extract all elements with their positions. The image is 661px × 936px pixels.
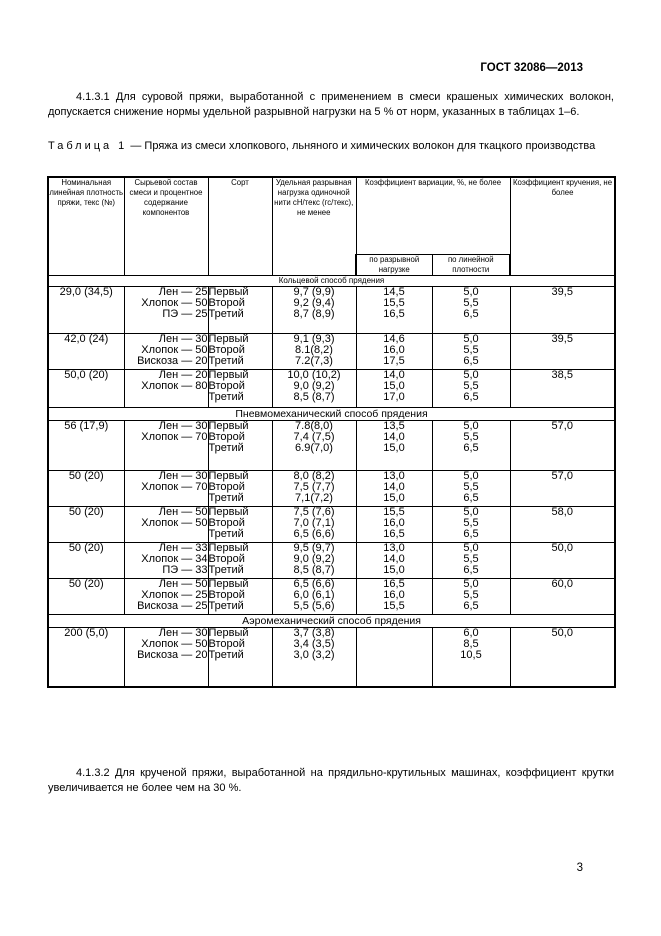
table-row [48,420,615,470]
cell-cv-density-line: 5,0 [463,577,479,590]
cell-cv-break [356,369,432,407]
cell-density: 50 (20) [48,542,124,578]
cell-cv-break-line: 14,5 [383,285,405,298]
cell-cv-density-line: 6,5 [463,527,479,540]
cell-composition [124,286,208,333]
cell-twist: 50,0 [510,627,615,687]
cell-grade-line: Второй [208,637,245,650]
cell-composition-line: Хлопок — 80 [141,379,208,392]
cell-grade-line: Второй [208,516,245,529]
cell-strength-line: 3,0 (3,2) [293,648,335,661]
table-caption-text: — Пряжа из смеси хлопкового, льняного и химических волокон для ткацкого производства [130,140,596,152]
cell-cv-density-line: 5,5 [463,430,479,443]
document-header: ГОСТ 32086—2013 [480,62,583,74]
cell-composition-line: Вискоза — 20 [137,648,208,661]
cell-cv-break-line: 16,0 [383,516,405,529]
cell-cv-density-line: 5,0 [463,285,479,298]
cell-cv-density-line: 5,0 [463,419,479,432]
table-caption [48,139,614,153]
cell-composition-line: Лен — 30 [158,626,208,639]
cell-cv-break [356,333,432,369]
cell-cv-density-line: 5,5 [463,552,479,565]
section-row [48,614,615,627]
cell-strength [272,542,356,578]
cell-composition [124,369,208,407]
cell-composition [124,578,208,614]
cell-composition-line: Хлопок — 50 [141,637,208,650]
cell-strength-line: 7,0 (7,1) [293,516,335,529]
cell-cv-break [356,627,432,687]
cell-twist: 60,0 [510,578,615,614]
cell-strength [272,506,356,542]
cell-density: 50 (20) [48,506,124,542]
cell-cv-density-line: 6,5 [463,441,479,454]
cell-cv-break [356,420,432,470]
cell-composition-line: Хлопок — 34 [141,552,208,565]
cell-composition-line: Хлопок — 50 [141,516,208,529]
paragraph-4-1-3-2: 4.1.3.2 Для крученой пряжи, выработанной на прядильно-крутильных машинах, коэффициент крутки увеличивается не более чем на 30 %. [48,767,614,794]
cell-composition-line: Хлопок — 50 [141,343,208,356]
cell-composition-line: Лен — 30 [158,332,208,345]
cell-grade-line: Третий [208,307,244,320]
cell-cv-break-line: 15,5 [383,296,405,309]
cell-cv-density-line: 10,5 [460,648,482,661]
cell-grade-line: Первый [208,626,249,639]
cell-cv-break-line: 16,0 [383,343,405,356]
cell-strength-line: 5,5 (5,6) [293,599,335,612]
cell-grade-line: Третий [208,527,244,540]
cell-composition-line: Вискоза — 25 [137,599,208,612]
cell-twist: 50,0 [510,542,615,578]
cell-strength-line: 9,5 (9,7) [293,541,335,554]
cell-cv-break-line: 14,0 [383,552,405,565]
cell-cv-density [432,286,510,333]
cell-cv-density [432,420,510,470]
cell-cv-break-line: 13,0 [383,541,405,554]
header-cv-density: по линейной плотности [432,254,510,275]
cell-composition-line: Хлопок — 25 [141,588,208,601]
cell-cv-break-line: 15,5 [383,599,405,612]
cell-density: 42,0 (24) [48,333,124,369]
cell-grade-line: Третий [208,599,244,612]
cell-grade-line: Первый [208,505,249,518]
table-row [48,470,615,506]
cell-grade-line: Третий [208,648,244,661]
cell-cv-density [432,578,510,614]
cell-strength [272,369,356,407]
table-row [48,542,615,578]
cell-composition-line: Лен — 20 [158,368,208,381]
table-row [48,333,615,369]
cell-grade-line: Первый [208,577,249,590]
cell-cv-density-line: 6,5 [463,563,479,576]
paragraph-4-1-3-1: 4.1.3.1 Для суровой пряжи, выработанной с применением в смеси крашеных химических волокон, допускается снижение нормы удельной разрывной нагрузки на 5 % от норм, указанных в таблицах 1–6. [48,91,614,118]
cell-cv-density-line: 5,5 [463,516,479,529]
cell-composition [124,627,208,687]
cell-composition-line: Лен — 50 [158,505,208,518]
cell-grade-line: Второй [208,430,245,443]
header-cv-break: по разрывной нагрузке [356,254,432,275]
cell-cv-break-line: 14,6 [383,332,405,345]
cell-twist: 39,5 [510,333,615,369]
cell-strength-line: 6,0 (6,1) [293,588,335,601]
cell-twist: 57,0 [510,470,615,506]
cell-cv-density [432,333,510,369]
cell-composition-line: Хлопок — 50 [141,296,208,309]
table-row [48,627,615,687]
cell-strength [272,470,356,506]
yarn-table [47,176,616,688]
cell-cv-break-line: 16,0 [383,588,405,601]
cell-composition-line: Лен — 25 [158,285,208,298]
cell-strength-line: 3,7 (3,8) [293,626,335,639]
cell-cv-break [356,542,432,578]
cell-cv-density-line: 6,5 [463,307,479,320]
header-density: Номинальная линейная плотность пряжи, текс (№) [48,177,124,275]
cell-density: 50,0 (20) [48,369,124,407]
cell-grade [208,470,272,506]
table-row [48,506,615,542]
cell-density: 29,0 (34,5) [48,286,124,333]
cell-cv-density-line: 5,0 [463,332,479,345]
table-row [48,286,615,333]
cell-grade-line: Второй [208,552,245,565]
cell-cv-break-line: 16,5 [383,307,405,320]
cell-cv-density-line: 5,0 [463,469,479,482]
section-title: Кольцевой способ прядения [48,275,615,286]
cell-cv-density-line: 5,5 [463,379,479,392]
cell-composition [124,333,208,369]
cell-cv-break-line: 13,0 [383,469,405,482]
cell-grade [208,542,272,578]
cell-grade-line: Второй [208,296,245,309]
cell-cv-break [356,506,432,542]
cell-strength-line: 10,0 (10,2) [287,368,341,381]
section-row [48,275,615,286]
cell-composition-line: ПЭ — 25 [162,307,208,320]
cell-strength-line: 8.1(8,2) [295,343,333,356]
cell-composition-line: Хлопок — 70 [141,430,208,443]
cell-cv-break-line: 17,5 [383,354,405,367]
cell-cv-break-line: 15,5 [383,505,405,518]
cell-strength-line: 7,1(7,2) [295,491,333,504]
header-strength: Удельная разрывная нагрузка одиночной нити сН/текс (гс/текс), не менее [272,177,356,275]
cell-cv-break-line: 14,0 [383,430,405,443]
table-row [48,369,615,407]
cell-grade [208,420,272,470]
cell-strength-line: 9,0 (9,2) [293,379,335,392]
cell-grade [208,286,272,333]
cell-cv-density-line: 5,5 [463,343,479,356]
cell-grade-line: Первый [208,332,249,345]
cell-grade-line: Первый [208,419,249,432]
cell-composition [124,542,208,578]
cell-composition-line: ПЭ — 33 [162,563,208,576]
cell-strength-line: 9,0 (9,2) [293,552,335,565]
cell-cv-density-line: 5,5 [463,588,479,601]
cell-strength-line: 6.9(7,0) [295,441,333,454]
cell-strength [272,286,356,333]
section-title: Пневмомеханический способ прядения [48,407,615,420]
header-composition: Сырьевой состав смеси и процентное содержание компонентов [124,177,208,275]
cell-composition-line: Вискоза — 20 [137,354,208,367]
cell-cv-density-line: 5,0 [463,541,479,554]
cell-cv-break-line: 13,5 [383,419,405,432]
cell-composition-line: Хлопок — 70 [141,480,208,493]
cell-strength-line: 8,7 (8,9) [293,307,335,320]
cell-strength-line: 8,5 (8,7) [293,563,335,576]
cell-cv-density [432,542,510,578]
cell-cv-density [432,470,510,506]
cell-twist: 57,0 [510,420,615,470]
cell-strength-line: 8,5 (8,7) [293,390,335,403]
cell-composition [124,420,208,470]
cell-strength-line: 8,0 (8,2) [293,469,335,482]
cell-cv-density-line: 5,0 [463,368,479,381]
cell-twist: 58,0 [510,506,615,542]
cell-cv-break-line: 15,0 [383,563,405,576]
cell-cv-density-line: 5,5 [463,480,479,493]
cell-strength [272,420,356,470]
cell-twist: 39,5 [510,286,615,333]
header-grade: Сорт [208,177,272,275]
cell-grade-line: Третий [208,563,244,576]
cell-strength [272,333,356,369]
cell-composition [124,506,208,542]
cell-composition-line: Лен — 30 [158,469,208,482]
cell-composition-line: Лен — 50 [158,577,208,590]
cell-cv-density-line: 6,0 [463,626,479,639]
cell-strength [272,578,356,614]
cell-cv-density-line: 5,0 [463,505,479,518]
page-number: 3 [576,862,583,874]
cell-grade-line: Второй [208,379,245,392]
cell-grade-line: Третий [208,354,244,367]
cell-cv-break-line: 15,0 [383,441,405,454]
header-twist: Коэффициент кручения, не более [510,177,615,275]
cell-grade-line: Первый [208,285,249,298]
cell-cv-break [356,578,432,614]
cell-twist: 38,5 [510,369,615,407]
section-title: Аэромеханический способ прядения [48,614,615,627]
cell-strength-line: 9,7 (9,9) [293,285,335,298]
cell-density: 50 (20) [48,578,124,614]
cell-strength-line: 9,2 (9,4) [293,296,335,309]
cell-grade [208,333,272,369]
cell-cv-density [432,506,510,542]
cell-grade [208,578,272,614]
cell-grade-line: Третий [208,491,244,504]
cell-strength-line: 9,1 (9,3) [293,332,335,345]
cell-strength-line: 6,5 (6,6) [293,527,335,540]
cell-strength-line: 6,5 (6,6) [293,577,335,590]
cell-cv-break [356,470,432,506]
table-caption-label: Таблица 1 [48,140,128,152]
cell-grade-line: Третий [208,441,244,454]
cell-cv-density-line: 5,5 [463,296,479,309]
cell-strength-line: 7,5 (7,6) [293,505,335,518]
cell-cv-break [356,286,432,333]
cell-strength-line: 3,4 (3,5) [293,637,335,650]
cell-cv-density [432,627,510,687]
cell-cv-break-line: 14,0 [383,480,405,493]
cell-grade-line: Второй [208,343,245,356]
cell-strength-line: 7.2(7,3) [295,354,333,367]
cell-cv-break-line: 17,0 [383,390,405,403]
cell-grade [208,369,272,407]
cell-composition-line: Лен — 33 [158,541,208,554]
cell-density: 200 (5,0) [48,627,124,687]
header-variation: Коэффициент вариации, %, не более [356,177,510,254]
cell-cv-break-line: 16,5 [383,577,405,590]
cell-composition-line: Лен — 30 [158,419,208,432]
cell-grade [208,627,272,687]
table-row [48,578,615,614]
cell-grade-line: Первый [208,469,249,482]
cell-grade-line: Второй [208,480,245,493]
cell-density: 50 (20) [48,470,124,506]
cell-cv-density-line: 6,5 [463,599,479,612]
cell-strength [272,627,356,687]
cell-grade-line: Первый [208,368,249,381]
cell-grade-line: Первый [208,541,249,554]
cell-cv-density-line: 8,5 [463,637,479,650]
cell-cv-break-line: 14,0 [383,368,405,381]
cell-grade-line: Второй [208,588,245,601]
cell-cv-break-line: 15,0 [383,379,405,392]
cell-grade [208,506,272,542]
cell-grade-line: Третий [208,390,244,403]
cell-density: 56 (17,9) [48,420,124,470]
cell-cv-density [432,369,510,407]
cell-cv-density-line: 6,5 [463,390,479,403]
cell-cv-density-line: 6,5 [463,354,479,367]
cell-cv-density-line: 6,5 [463,491,479,504]
cell-strength-line: 7.8(8,0) [295,419,333,432]
cell-cv-break-line: 15,0 [383,491,405,504]
cell-cv-break-line: 16,5 [383,527,405,540]
cell-strength-line: 7,4 (7,5) [293,430,335,443]
section-row [48,407,615,420]
cell-composition [124,470,208,506]
cell-strength-line: 7,5 (7,7) [293,480,335,493]
